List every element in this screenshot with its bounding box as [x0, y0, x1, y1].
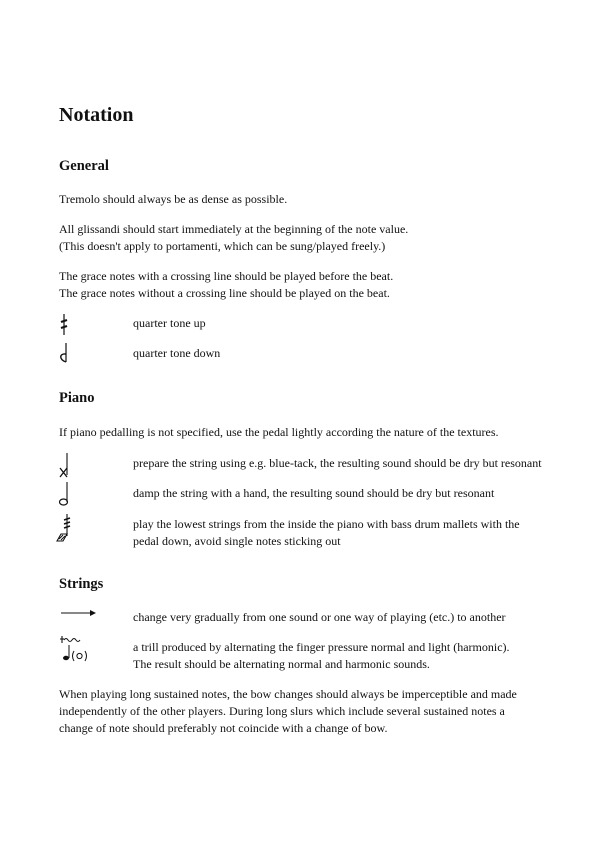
gradual-change-arrow-icon [60, 607, 98, 619]
mallet-line-2: pedal down, avoid single notes sticking out [133, 534, 341, 548]
harmonic-trill-icon [58, 634, 92, 664]
tremolo-text: Tremolo should always be as dense as possible. [59, 192, 288, 206]
quarter-tone-flat-icon [54, 340, 82, 370]
damped-string-note-icon [54, 480, 82, 510]
glissandi-paragraph [59, 221, 408, 255]
mallet-tremolo-icon [54, 512, 82, 544]
bow-change-line-2: independently of the other players. During long slurs which include several sustained notes a [59, 704, 505, 718]
grace-notes-paragraph [59, 268, 393, 302]
glissandi-line-2: (This doesn't apply to portamenti, which can be sung/played freely.) [59, 239, 386, 253]
bow-change-paragraph [59, 686, 517, 737]
bow-change-line-3: change of note should preferably not coincide with a change of bow. [59, 721, 388, 735]
gradual-change-text: change very gradually from one sound or one way of playing (etc.) to another [133, 610, 506, 624]
pedal-text: If piano pedalling is not specified, use the pedal lightly according the nature of the textures. [59, 425, 499, 439]
mallet-paragraph [133, 516, 520, 550]
bow-change-line-1: When playing long sustained notes, the bow changes should always be imperceptible and made [59, 687, 517, 701]
grace-notes-line-2: The grace notes without a crossing line should be played on the beat. [59, 286, 390, 300]
prepared-string-note-icon [54, 451, 82, 481]
section-heading-general: General [59, 158, 109, 174]
glissandi-line-1: All glissandi should start immediately at the beginning of the note value. [59, 222, 409, 236]
harmonic-trill-line-1: a trill produced by alternating the finger pressure normal and light (harmonic). [133, 640, 510, 654]
harmonic-trill-paragraph [133, 639, 510, 673]
section-heading-strings: Strings [59, 576, 104, 592]
damp-string-text: damp the string with a hand, the resulting sound should be dry but resonant [133, 486, 495, 500]
quarter-tone-sharp-icon [54, 311, 82, 341]
section-heading-piano: Piano [59, 390, 95, 406]
mallet-line-1: play the lowest strings from the inside the piano with bass drum mallets with the [133, 517, 520, 531]
quarter-tone-up-text: quarter tone up [133, 316, 206, 330]
quarter-tone-down-text: quarter tone down [133, 346, 221, 360]
page-title: Notation [59, 104, 134, 126]
grace-notes-line-1: The grace notes with a crossing line should be played before the beat. [59, 269, 394, 283]
harmonic-trill-line-2: The result should be alternating normal and harmonic sounds. [133, 657, 430, 671]
prepare-string-text: prepare the string using e.g. blue-tack, the resulting sound should be dry but resonant [133, 456, 542, 470]
